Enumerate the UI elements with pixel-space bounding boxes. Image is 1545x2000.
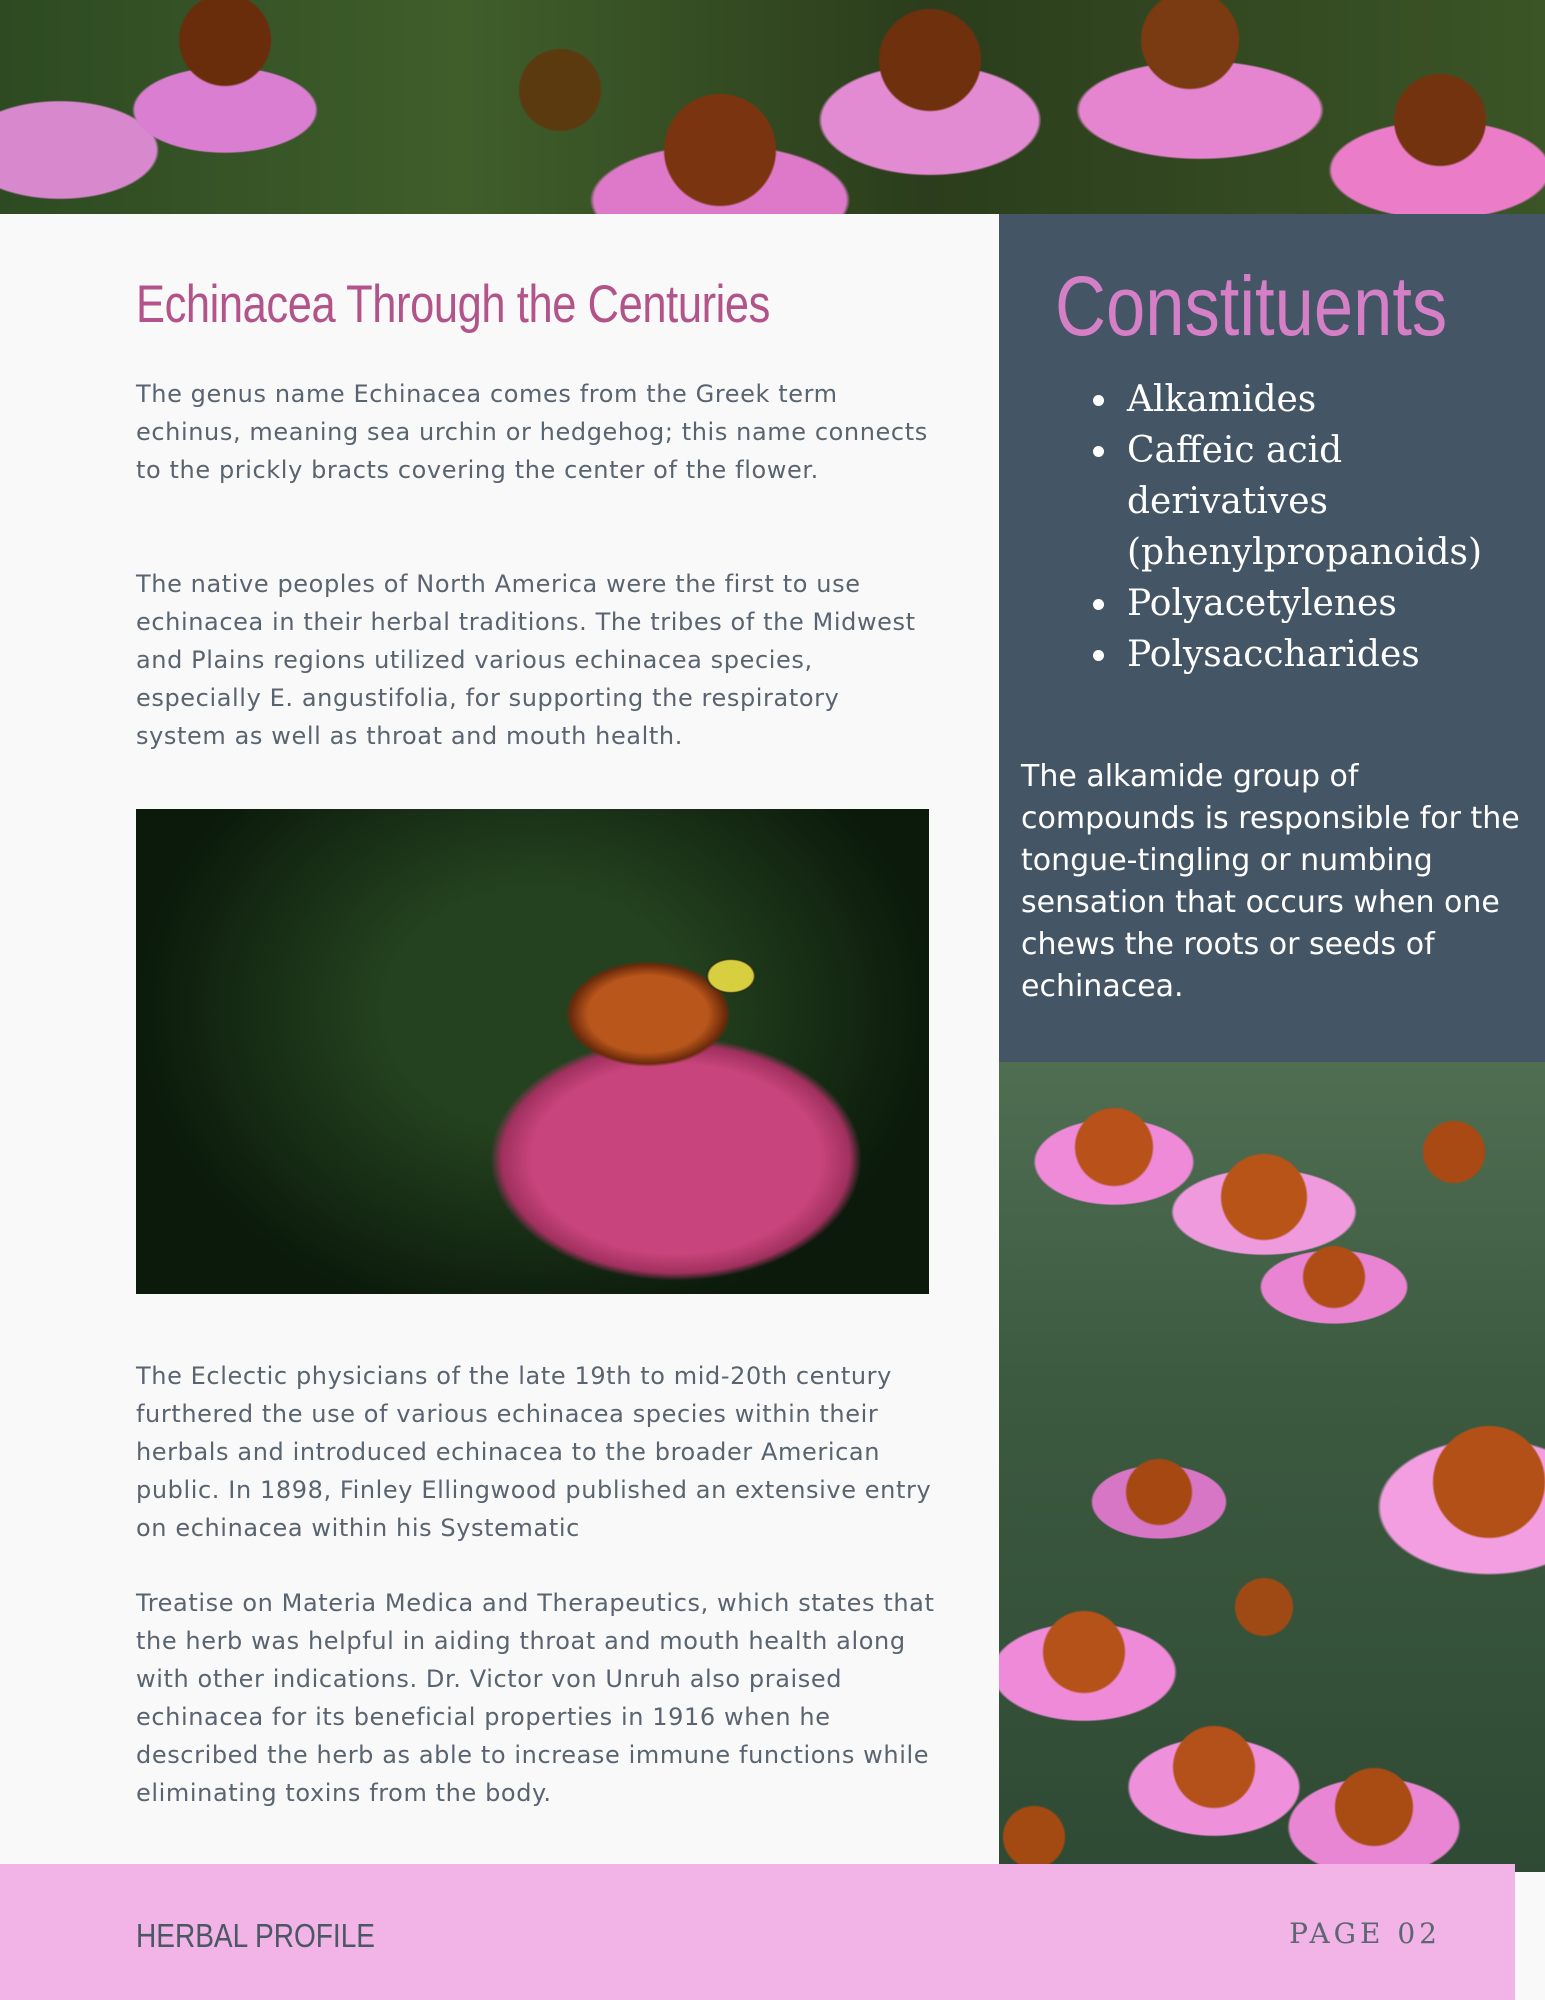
paragraph-materia-medica: Treatise on Materia Medica and Therapeutics, which states that the herb was helpful in aiding throat and mouth health along with other indications. Dr. Victor von Unruh also praised echinacea for its beneficial properties in 1916 when he described the herb as able to increase immune functions while eliminating toxins from the body. (136, 1589, 935, 1807)
constituents-title: Constituents (1055, 259, 1448, 353)
footer-bar (0, 1864, 1515, 2000)
list-item: Polysaccharides (1127, 629, 1527, 680)
list-item: Polyacetylenes (1127, 578, 1527, 629)
bee-on-flower-photo (136, 809, 929, 1294)
article-title: Echinacea Through the Centuries (136, 275, 770, 334)
hero-flower-photo (0, 0, 1545, 214)
paragraph-native-peoples: The native peoples of North America were the first to use echinacea in their herbal traditions. The tribes of the Midwest and Plains regions utilized various echinacea species, especially E. angustifolia, for supporting the respiratory system as well as throat and mouth health. (136, 570, 916, 750)
constituents-list (1127, 374, 1527, 680)
echinacea-field-photo (999, 1062, 1545, 1872)
paragraph-eclectic-physicians: The Eclectic physicians of the late 19th to mid-20th century furthered the use of various echinacea species within their herbals and introduced echinacea to the broader American public. In 1898, Finley Ellingwood published an extensive entry on echinacea within his Systematic (136, 1362, 932, 1542)
list-item: Caffeic acid derivatives (phenylpropanoids) (1127, 425, 1527, 578)
page-number: PAGE 02 (1289, 1917, 1441, 1950)
paragraph-greek-origin: The genus name Echinacea comes from the Greek term echinus, meaning sea urchin or hedgehog; this name connects to the prickly bracts covering the center of the flower. (136, 380, 928, 484)
constituents-panel (999, 214, 1545, 1062)
list-item: Alkamides (1127, 374, 1527, 425)
alkamide-note: The alkamide group of compounds is responsible for the tongue-tingling or numbing sensation that occurs when one chews the roots or seeds of echinacea. (1021, 759, 1520, 1004)
footer-label: HERBAL PROFILE (136, 1917, 376, 1954)
